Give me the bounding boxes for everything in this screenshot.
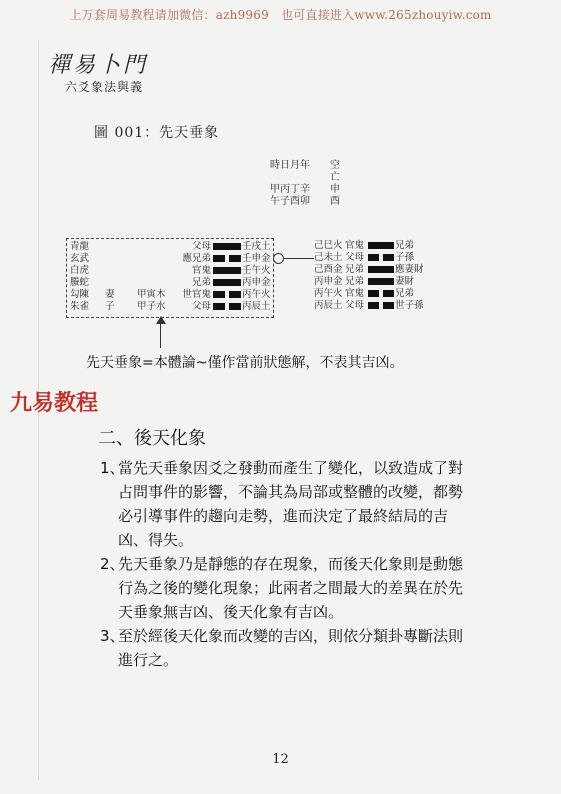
book-subtitle: 六爻象法與義 (65, 80, 144, 94)
figure-caption: 圖 001：先天垂象 (94, 125, 220, 141)
line-trail: 世子孫 (395, 300, 424, 311)
connector-circle (273, 253, 284, 264)
list-item-text: 當先天垂象因爻之發動而產生了變化，以致造成了對占問事件的影響，不論其為局部或整體的改變，都勢必引導事件的趨向走勢，進而決定了最終結局的吉凶、得失。 (118, 459, 464, 549)
six-god-label: 螣蛇 (70, 277, 90, 288)
list-item-number: 2、 (100, 555, 125, 573)
brand-watermark: 九易教程 (10, 391, 99, 416)
line-relation: 父母 (191, 301, 211, 312)
list-item (100, 456, 470, 552)
arrow-up-icon (156, 316, 166, 324)
hidden-relation-mark: 妻 (105, 289, 115, 300)
yin-line (213, 291, 241, 298)
fushen-stem: 甲子水 (137, 301, 166, 312)
line-trail: 兄弟 (395, 240, 415, 251)
line-trail: 應妻財 (395, 264, 424, 275)
kongwang-char-2: 亡 (330, 172, 340, 183)
six-god-label: 玄武 (70, 253, 90, 264)
line-stem: 壬午火 (242, 265, 271, 276)
line-stem: 壬申金 (242, 253, 271, 264)
line-stem: 己酉金 (314, 264, 343, 275)
arrow-shaft (160, 318, 161, 348)
line-relation: 父母 (345, 252, 365, 263)
line-relation: 父母 (191, 241, 211, 252)
kongwang-char-1: 空 (330, 160, 340, 171)
time-label-header: 時日月年 (270, 160, 310, 171)
line-stem: 丙辰土 (242, 301, 271, 312)
time-label-branches: 午子酉卯 (270, 196, 310, 207)
kongwang-char-3: 申 (330, 184, 340, 195)
yang-line (368, 242, 394, 249)
line-trail: 兄弟 (395, 288, 415, 299)
line-stem: 丙申金 (242, 277, 271, 288)
line-relation: 父母 (345, 300, 365, 311)
page-number: 12 (272, 752, 289, 767)
yin-line (213, 255, 241, 262)
six-god-label: 朱雀 (70, 301, 90, 312)
fushen-stem: 甲寅木 (137, 289, 166, 300)
line-stem: 丙申金 (314, 276, 343, 287)
six-god-label: 青龍 (70, 241, 90, 252)
yin-line (368, 290, 394, 297)
yang-line (213, 279, 241, 286)
line-relation: 兄弟 (345, 276, 365, 287)
list-item (100, 552, 470, 624)
line-trail: 妻財 (395, 276, 415, 287)
line-stem: 壬戌土 (242, 241, 271, 252)
line-relation: 官鬼 (191, 265, 211, 276)
line-relation: 應兄弟 (182, 253, 211, 264)
yang-line (368, 278, 394, 285)
list-item-text: 至於經後天化象而改變的吉凶，則依分類卦專斷法則進行之。 (118, 627, 464, 669)
list-item-text: 先天垂象乃是靜態的存在現象，而後天化象則是動態行為之後的變化現象；此兩者之間最大的差異在於先天垂象無吉凶、後天化象有吉凶。 (118, 555, 464, 621)
list-item (100, 624, 470, 672)
time-label-stems: 甲丙丁辛 (270, 184, 310, 195)
yang-line (213, 267, 241, 274)
line-relation: 官鬼 (345, 240, 365, 251)
book-title: 禪易卜門 (48, 53, 149, 78)
line-stem: 丙午火 (242, 289, 271, 300)
line-relation: 兄弟 (345, 264, 365, 275)
yin-line (368, 254, 394, 261)
yang-line (213, 243, 241, 250)
kongwang-char-4: 酉 (330, 196, 340, 207)
section-heading: 二、後天化象 (98, 428, 206, 449)
connector-line (284, 258, 314, 259)
yin-line (368, 302, 394, 309)
list-item-number: 1、 (100, 459, 125, 477)
six-god-label: 勾陳 (70, 289, 90, 300)
line-stem: 丙辰土 (314, 300, 343, 311)
line-stem: 己巳火 (314, 240, 343, 251)
line-trail: 子孫 (395, 252, 415, 263)
six-god-label: 白虎 (70, 265, 90, 276)
line-relation: 官鬼 (345, 288, 365, 299)
line-relation: 兄弟 (191, 277, 211, 288)
yin-line (213, 303, 241, 310)
primary-hexagram-box (66, 238, 274, 318)
figure-note: 先天垂象=本體論~僅作當前狀態解，不表其吉凶。 (86, 355, 404, 371)
yang-line (368, 266, 394, 273)
line-stem: 己未土 (314, 252, 343, 263)
watermark-banner: 上万套周易教程请加微信：azh9969 也可直接进入www.265zhouyiw.com (69, 8, 492, 22)
list-item-number: 3、 (100, 627, 125, 645)
hidden-relation-mark: 子 (105, 301, 115, 312)
line-stem: 丙午火 (314, 288, 343, 299)
changed-hexagram (314, 240, 434, 318)
line-relation: 世官鬼 (182, 289, 211, 300)
